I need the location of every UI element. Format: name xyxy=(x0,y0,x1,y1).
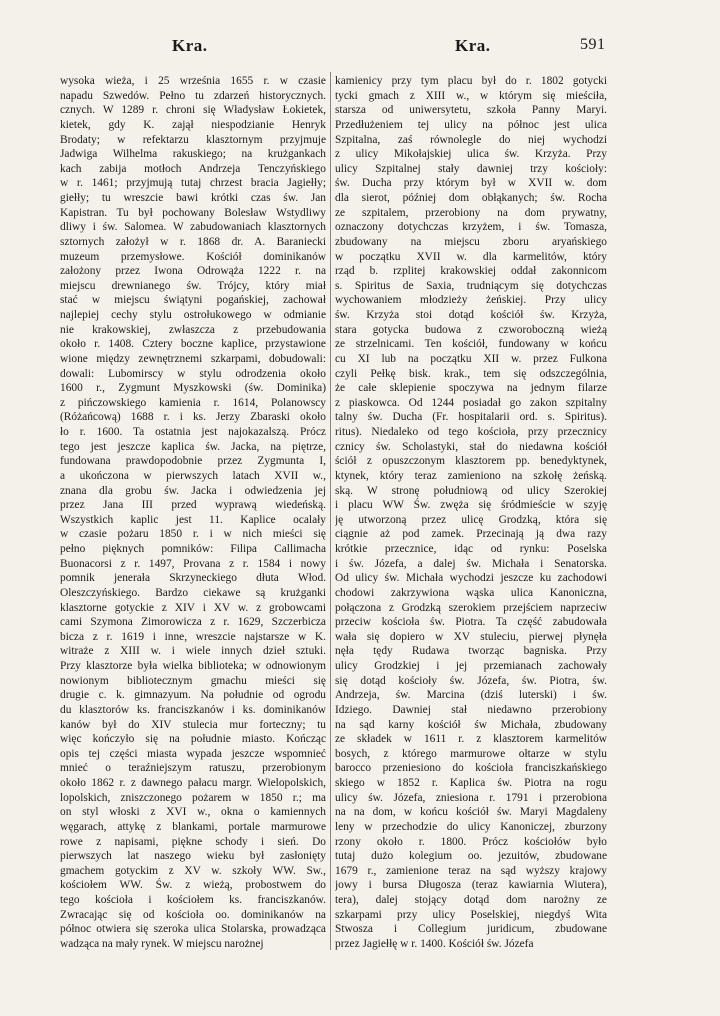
text-line: na sąd karny kościół św Michała, zbudowany xyxy=(335,718,607,731)
text-line: oznaczony dotychczas krzyżem, i św. Tomasza, xyxy=(335,221,607,234)
page-header xyxy=(0,36,720,60)
text-line: a ukończona w pierwszych latach XVII w., xyxy=(60,469,326,482)
text-line: Idziego. Dawniej stał niedawno przerobiony xyxy=(335,703,607,716)
text-line: cznicy św. Scholastyki, stał do niedawna kościół xyxy=(335,440,607,453)
running-head-left: Kra. xyxy=(172,36,208,55)
text-line: miejscu drewnianego św. Trójcy, który miał xyxy=(60,279,326,292)
text-line: gmachem gotyckim z XV w. szkoły WW. Sw., xyxy=(60,864,326,877)
text-line: ską. W stronę południową od ulicy Szerokiej xyxy=(335,484,607,497)
text-line: Jadwiga Wilhelma rakuskiego; na krużgankach xyxy=(60,148,326,161)
text-line: Od ulicy św. Michała wychodzi jeszcze ku zachodowi xyxy=(335,572,607,585)
text-line: około r. 1408. Cztery boczne kaplice, przystawione xyxy=(60,338,326,351)
text-line: tycki gmach z XIII w., w którym się mieściła, xyxy=(335,89,607,102)
text-line: (Różańcową) 1688 r. i ks. Jerzy Zbaraski około xyxy=(60,411,326,424)
text-line: skiego w 1852 r. Kaplica św. Piotra na rogu xyxy=(335,777,607,789)
text-line: wysoka wieża, i 25 września 1655 r. w czasie xyxy=(60,75,326,87)
text-line: leny w przechodzie do ulicy Kanoniczej, zburzony xyxy=(335,820,607,833)
text-line: dla sierot, później dom obłąkanych; św. Rocha xyxy=(335,192,607,204)
text-line: z pińczowskiego kamienia r. 1614, Polanowscy xyxy=(60,396,326,409)
text-line: witraże z XIII w. i wiele innych dzieł sztuki. xyxy=(60,645,326,658)
text-line: kanów był do XIV stulecia mur forteczny; tu xyxy=(60,718,326,731)
text-line: fundowana prawdopodobnie przez Zygmunta I, xyxy=(60,455,326,468)
text-line: że całe sklepienie spoczywa na jednym filarze xyxy=(335,382,607,395)
text-line: jowy i bursa Długosza (teraz kawiarnia Wiutera), xyxy=(335,879,607,892)
text-line: kościołem WW. Św. z wieżą, probostwem do xyxy=(60,879,326,892)
column-divider xyxy=(330,72,331,950)
text-line: przeciw kościoła św. Piotra. Ta część zabudowała xyxy=(335,616,607,629)
text-line: cznych. W 1289 r. chroni się Władysław Łokietek, xyxy=(60,104,326,117)
text-line: ze strzelnicami. Ten kościół, fundowany w końcu xyxy=(335,338,607,351)
text-line: ję utworzoną przez ulicę Grodzką, która się xyxy=(335,513,607,526)
text-line: zbudowany na miejscu zboru aryańskiego xyxy=(335,235,607,248)
text-line: czyli Pełkę bisk. krak., tem się odszczególnia, xyxy=(335,367,607,380)
text-line: tego kościoła i kościołem ks. franciszkanów. xyxy=(60,894,326,906)
text-line: na na dom, w końcu kościół św. Maryi Magdaleny xyxy=(335,806,607,819)
text-line: północ otwiera się szeroka ulica Stolarska, prowadząca xyxy=(60,923,326,936)
text-line: sztornych założył w r. 1868 dr. A. Baraniecki xyxy=(60,235,326,248)
text-line: napadu Szwedów. Pełno tu zdarzeń historycznych. xyxy=(60,89,326,102)
left-text-column xyxy=(60,74,326,952)
text-line: rowe z napisami, piękne schody i sień. Do xyxy=(60,835,326,848)
text-line: i placu WW Św. zwęża się śródmieście w szyję xyxy=(335,499,607,512)
text-line: s. Spiritus de Saxia, trudniącym się dotychczas xyxy=(335,279,607,292)
text-line: przez Jana III przed wyprawą wiedeńską. xyxy=(60,499,326,512)
text-line: Szpitalna, zaś równolegle do niej wychodzi xyxy=(335,133,607,146)
text-line: Oleszczyńskiego. Bardzo ciekawe są krużganki xyxy=(60,586,326,599)
text-line: ze szpitalem, przerobiony na dom prywatny, xyxy=(335,206,607,219)
text-line: nęła tędy Rudawa tworząc bagniska. Przy xyxy=(335,645,607,658)
text-line: rzony około r. 1800. Prócz kościołów było xyxy=(335,835,607,848)
text-line: cu XI lub na początku XII w. przez Fulkona xyxy=(335,352,607,365)
text-line: św. Ducha przy którym był w XVII w. dom xyxy=(335,177,607,190)
text-line: bosych, z którego marmurowe ołtarze w stylu xyxy=(335,747,607,760)
text-line: więc kończyło się na południe miasto. Kończąc xyxy=(60,733,326,746)
text-line: nowionym bibliotecznym gmachu mieści się xyxy=(60,674,326,687)
text-line: mnieć o teraźniejszym ratuszu, przerobionym xyxy=(60,762,326,775)
text-line: wione między zewnętrznemi szkarpami, dobudowali: xyxy=(60,352,326,365)
text-line: założony przez Iwona Odrowąża 1222 r. na xyxy=(60,265,326,278)
running-head-center: Kra. xyxy=(455,36,491,55)
text-line: ło r. 1600. Ta ostatnia jest najokazalszą. Prócz xyxy=(60,426,326,438)
text-line: pełno pięknych pomników: Filipa Callimacha xyxy=(60,543,326,555)
text-line: ktynek, który teraz zamieniono na szkołę żeńską. xyxy=(335,469,607,482)
text-line: najlepiej cechy stylu ostrołukowego w odmianie xyxy=(60,309,326,321)
text-line: krótkie przecznice, idąc od rynku: Poselska xyxy=(335,543,607,555)
text-line: lopolskich, zniszczonego pożarem w 1850 r.; ma xyxy=(60,791,326,804)
text-line: du klasztorów ks. franciszkanów i ks. dominikanów xyxy=(60,703,326,716)
text-line: Zwracając się od kościoła oo. dominikanów na xyxy=(60,908,326,921)
text-line: Wszystkich kaplic jest 11. Kaplice ocalały xyxy=(60,513,326,526)
text-line: Przy klasztorze była wielka biblioteka; w odnowionym xyxy=(60,660,326,672)
text-line: Przedłużeniem tej ulicy na północ jest ulica xyxy=(335,118,607,131)
text-line: rząd b. rzplitej krakowskiej oddał zakonnicom xyxy=(335,265,607,278)
text-line: drugie c. k. gimnazyum. Na południe od ogrodu xyxy=(60,689,326,702)
text-line: ritus). Niedaleko od tego kościoła, przy przecznicy xyxy=(335,426,607,438)
text-line: Kapistran. Tu był pochowany Bolesław Wstydliwy xyxy=(60,206,326,219)
text-line: wadząca na mały rynek. W miejscu narożnej xyxy=(60,937,264,950)
text-line: szkarpami przy ulicy Poselskiej, niegdyś Wita xyxy=(335,908,607,921)
text-line: dliwy i św. Salomea. W zabudowaniach klasztornych xyxy=(60,221,326,234)
text-line: muzeum przemysłowe. Kościół dominikanów xyxy=(60,250,326,263)
text-line: kamienicy przy tym placu był do r. 1802 gotycki xyxy=(335,75,607,87)
text-line: wała się dopiero w XV stuleciu, pierwej płynęła xyxy=(335,630,607,643)
text-line: talny św. Ducha (Fr. hospitalarii ord. s. Spiritus). xyxy=(335,411,607,424)
text-line: Stwosza i Collegium juridicum, zbudowane xyxy=(335,923,607,936)
text-line: ulicy Grodzkiej i jej przemianach zachowały xyxy=(335,660,607,672)
text-line: się dotąd kościoły św. Józefa, św. Piotra, św. xyxy=(335,674,607,687)
text-line: on styl włoski z XVI w., okna o kamiennych xyxy=(60,806,326,819)
text-line: tutaj dużo kolegium oo. jezuitów, zbudowane xyxy=(335,850,607,863)
page-number: 591 xyxy=(580,36,606,53)
text-line: klasztorne gotyckie z XIV i XV w. z grobowcami xyxy=(60,601,326,614)
text-line: połączona z Grodzką szerokiem przejściem naprzeciw xyxy=(335,601,607,614)
text-line: w początku XVII w. dla karmelitów, który xyxy=(335,250,607,263)
text-line: 1600 r., Zygmunt Myszkowski (św. Dominika) xyxy=(60,382,326,395)
text-line: bicza z r. 1619 i inne, wreszcie najstarsze w K. xyxy=(60,630,326,643)
text-line: nie krakowskiej, zwłaszcza z przebudowania xyxy=(60,323,326,336)
text-line: węgarach, attykę z blankami, portale marmurowe xyxy=(60,820,326,833)
text-line: pierwszych lat naszego wieku był zasłonięty xyxy=(60,850,326,863)
text-line: tera), dalej stojący dotąd dom narożny ze xyxy=(335,894,607,906)
text-line: kietek, gdy K. zajął niespodzianie Henryk xyxy=(60,118,326,131)
text-line: stać w miejscu świątyni pogańskiej, zachował xyxy=(60,294,326,307)
text-line: giełły; tu wreszcie bawi krótki czas św. Jan xyxy=(60,192,326,204)
text-line: 1679 r., zamienione teraz na sąd wyższy krajowy xyxy=(335,864,607,877)
text-line: kach zabija motłoch Andrzeja Tenczyńskiego xyxy=(60,162,326,175)
text-line: św. Krzyża stoi dotąd kościół św. Krzyża, xyxy=(335,309,607,321)
text-line: z ulicy Mikołajskiej ulica św. Krzyża. Przy xyxy=(335,148,607,161)
text-line: znana dla grobu św. Jacka i odwiedzenia jej xyxy=(60,484,326,497)
text-line: tego jest jeszcze kaplica św. Jacka, na piętrze, xyxy=(60,440,326,453)
text-line: barocco przeniesiono do kościoła franciszkańskiego xyxy=(335,762,607,775)
text-line: przez Jagiełłę w r. 1400. Kościół św. Józefa xyxy=(335,937,534,950)
text-line: w czasie pożaru 1850 r. i w nich mieści się xyxy=(60,528,326,541)
text-line: z piaskowca. Od 1244 posiadał go zakon szpitalny xyxy=(335,396,607,409)
right-text-column xyxy=(335,74,607,952)
text-line: starsza od uniwersytetu, szkoła Panny Maryi. xyxy=(335,104,607,117)
text-line: chodowi zakrzywiona wąska ulica Kanoniczna, xyxy=(335,586,607,599)
text-line: Buonacorsi z r. 1497, Provana z r. 1584 i nowy xyxy=(60,557,326,570)
text-line: ciągnie aż pod zamek. Przecinają ją dwa razy xyxy=(335,528,607,541)
text-line: około 1862 r. z dawnego pałacu margr. Wielopolskich, xyxy=(60,777,326,789)
text-line: pomnik jenerała Skrzyneckiego dłuta Włod. xyxy=(60,572,326,585)
text-line: Andrzeja, św. Marcina (dziś luterski) i św. xyxy=(335,689,607,702)
text-line: Brodaty; w refektarzu klasztornym przyjmuje xyxy=(60,133,326,146)
text-line: w r. 1461; przyjmują tutaj chrzest bracia Jagiełły; xyxy=(60,177,326,190)
text-line: stara gotycka budowa z czworoboczną wieżą xyxy=(335,323,607,336)
text-line: opis tej części miasta wypada jeszcze wspomnieć xyxy=(60,747,326,760)
text-line: wychowaniem młodzieży żeńskiej. Przy ulicy xyxy=(335,294,607,307)
text-line: cami Szymona Zimorowicza z r. 1629, Szczerbicza xyxy=(60,616,326,629)
text-line: dowali: Lubomirscy w stylu odrodzenia około xyxy=(60,367,326,380)
text-line: ze składek w 1611 r. z klasztorem karmelitów xyxy=(335,733,607,746)
text-line: ściół z opuszczonym klasztorem pp. benedyktynek, xyxy=(335,455,607,468)
text-line: i św. Józefa, a dalej św. Michała i Senatorska. xyxy=(335,557,607,570)
text-line: ulicy Szpitalnej stały dawniej trzy kościoły: xyxy=(335,162,607,175)
text-line: ulicy św. Józefa, zniesiona r. 1791 i przerobiona xyxy=(335,791,607,804)
